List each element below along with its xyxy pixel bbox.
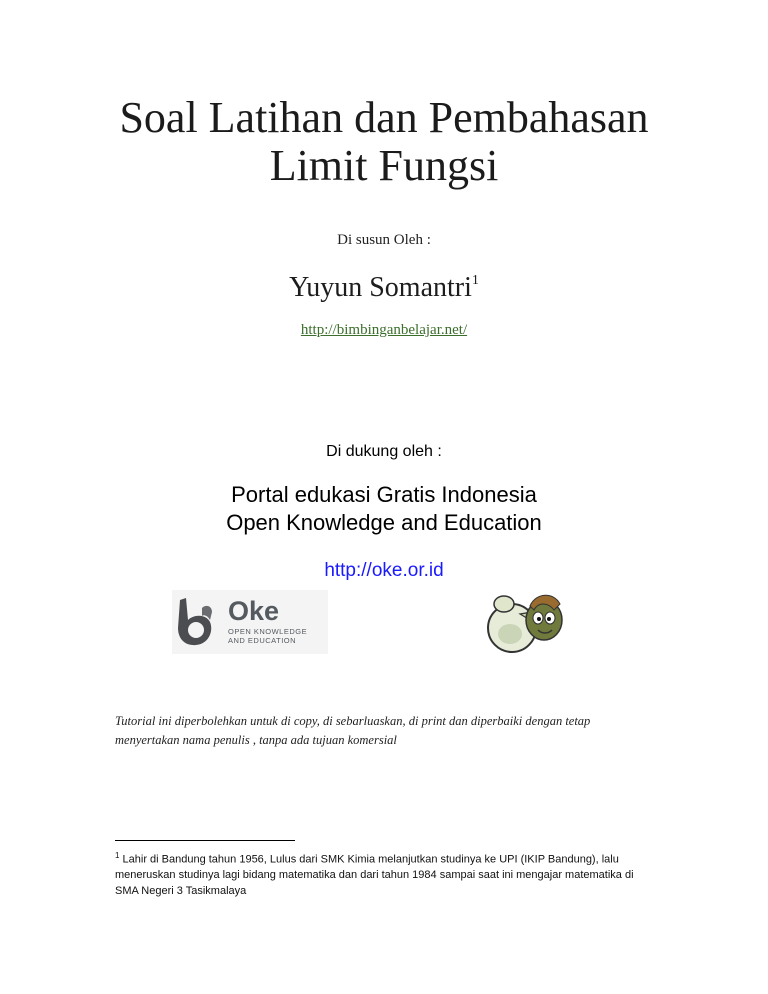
license-notice-line-2: menyertakan nama penulis , tanpa ada tujuan komersial — [115, 733, 397, 747]
portal-name: Portal edukasi Gratis Indonesia — [231, 482, 537, 507]
organization-name: Open Knowledge and Education — [226, 510, 542, 535]
compiled-by-label: Di susun Oleh : — [337, 232, 431, 248]
footnote-text-1: Lahir di Bandung tahun 1956, Lulus dari SMK Kimia melanjutkan studinya ke UPI (IKIP Bandung), lalu — [122, 853, 619, 866]
supported-by-label: Di dukung oleh : — [326, 443, 442, 460]
document-title — [60, 94, 708, 190]
footnote-number: 1 — [115, 851, 120, 860]
license-notice — [115, 712, 655, 750]
author-name-line — [0, 272, 768, 304]
author-name: Yuyun Somantri — [289, 272, 472, 303]
footnote-marker[interactable]: 1 — [471, 272, 479, 288]
organization-website-link[interactable]: http://oke.or.id — [324, 560, 444, 581]
footnote-line-1 — [115, 848, 660, 868]
oke-logo-wordmark: Oke — [228, 596, 280, 626]
title-line-1: Soal Latihan dan Pembahasan — [119, 93, 649, 142]
title-line-2: Limit Fungsi — [269, 141, 499, 190]
license-notice-line-1: Tutorial ini diperbolehkan untuk di copy, di sebarluaskan, di print dan diperbaiki dengan tetap — [115, 714, 591, 728]
footnote-line-3: SMA Negeri 3 Tasikmalaya — [115, 884, 247, 897]
footnote — [115, 848, 660, 899]
oke-logo — [172, 590, 328, 654]
mascot-icon — [484, 586, 566, 656]
author-website-link[interactable]: http://bimbinganbelajar.net/ — [300, 322, 468, 338]
oke-logo-subtext-2: AND EDUCATION — [228, 636, 297, 645]
footnote-divider — [115, 840, 295, 841]
footnote-line-2: meneruskan studinya lagi bidang matematika dan dari tahun 1984 sampai saat ini mengajar matematika di — [115, 869, 634, 882]
oke-logo-subtext-1: OPEN KNOWLEDGE — [228, 627, 308, 636]
